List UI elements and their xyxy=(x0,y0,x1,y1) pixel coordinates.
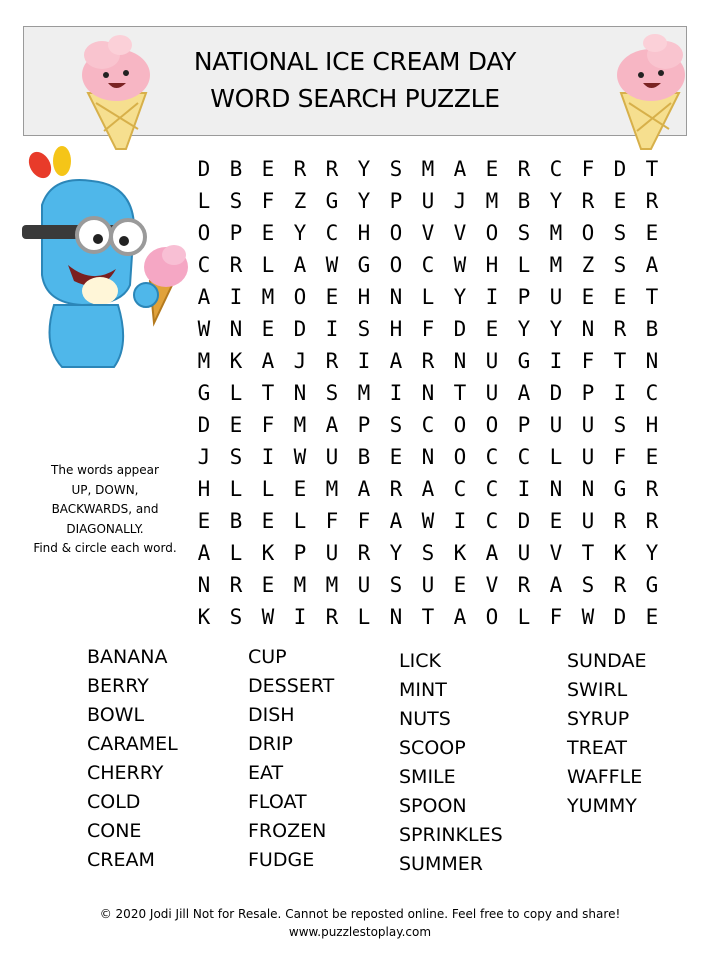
grid-letter[interactable]: B xyxy=(645,317,659,341)
word-list-item: CREAM xyxy=(87,849,155,871)
grid-letter[interactable]: M xyxy=(197,349,211,373)
grid-row xyxy=(188,217,668,249)
grid-letter[interactable]: V xyxy=(485,573,499,597)
grid-row xyxy=(188,185,668,217)
grid-letter[interactable]: S xyxy=(229,189,243,213)
word-list-column xyxy=(248,643,334,875)
word-list-item: EAT xyxy=(248,762,284,784)
grid-letter[interactable]: W xyxy=(261,605,275,629)
grid-letter[interactable]: W xyxy=(421,509,435,533)
word-list-item: FROZEN xyxy=(248,820,327,842)
word-list-item: DRIP xyxy=(248,733,293,755)
grid-letter[interactable]: U xyxy=(485,349,499,373)
word-list-item: LICK xyxy=(399,650,441,672)
grid-letter[interactable]: I xyxy=(613,381,627,405)
grid-letter[interactable]: U xyxy=(325,541,339,565)
grid-letter[interactable]: K xyxy=(197,605,211,629)
word-list-column xyxy=(399,647,503,879)
grid-letter[interactable]: U xyxy=(325,445,339,469)
grid-letter[interactable]: J xyxy=(453,189,467,213)
word-list-item: DISH xyxy=(248,704,295,726)
grid-letter[interactable]: O xyxy=(485,413,499,437)
grid-letter[interactable]: D xyxy=(613,605,627,629)
grid-letter[interactable]: P xyxy=(293,541,307,565)
word-list-item: YUMMY xyxy=(567,795,637,817)
grid-letter[interactable]: A xyxy=(645,253,659,277)
grid-row xyxy=(188,313,668,345)
grid-letter[interactable]: I xyxy=(517,477,531,501)
grid-letter[interactable]: E xyxy=(645,221,659,245)
grid-letter[interactable]: E xyxy=(613,189,627,213)
grid-letter[interactable]: F xyxy=(581,349,595,373)
word-list-item: NUTS xyxy=(399,708,451,730)
grid-letter[interactable]: S xyxy=(389,157,403,181)
grid-letter[interactable]: A xyxy=(389,509,403,533)
grid-letter[interactable]: L xyxy=(261,253,275,277)
grid-letter[interactable]: C xyxy=(421,253,435,277)
grid-letter[interactable]: H xyxy=(485,253,499,277)
grid-letter[interactable]: E xyxy=(645,605,659,629)
letter-grid xyxy=(188,153,668,633)
grid-letter[interactable]: F xyxy=(581,157,595,181)
grid-letter[interactable]: Y xyxy=(357,189,371,213)
grid-letter[interactable]: R xyxy=(581,189,595,213)
grid-letter[interactable]: T xyxy=(453,381,467,405)
grid-letter[interactable]: S xyxy=(389,573,403,597)
grid-letter[interactable]: R xyxy=(613,317,627,341)
grid-letter[interactable]: L xyxy=(549,445,563,469)
grid-letter[interactable]: P xyxy=(517,413,531,437)
grid-letter[interactable]: A xyxy=(485,541,499,565)
grid-letter[interactable]: U xyxy=(421,573,435,597)
grid-letter[interactable]: S xyxy=(325,381,339,405)
grid-letter[interactable]: K xyxy=(453,541,467,565)
robot-mascot-icon xyxy=(22,145,192,375)
grid-letter[interactable]: A xyxy=(453,605,467,629)
ice-cream-cone-icon xyxy=(599,31,709,151)
grid-row xyxy=(188,537,668,569)
grid-letter[interactable]: E xyxy=(293,477,307,501)
grid-letter[interactable]: G xyxy=(357,253,371,277)
grid-letter[interactable]: L xyxy=(517,253,531,277)
grid-letter[interactable]: Y xyxy=(549,317,563,341)
grid-letter[interactable]: A xyxy=(197,541,211,565)
grid-letter[interactable]: K xyxy=(229,349,243,373)
grid-letter[interactable]: M xyxy=(421,157,435,181)
grid-letter[interactable]: T xyxy=(613,349,627,373)
grid-letter[interactable]: N xyxy=(389,605,403,629)
grid-letter[interactable]: O xyxy=(197,221,211,245)
grid-letter[interactable]: S xyxy=(581,573,595,597)
grid-letter[interactable]: A xyxy=(389,349,403,373)
grid-letter[interactable]: O xyxy=(389,221,403,245)
grid-letter[interactable]: F xyxy=(261,413,275,437)
grid-letter[interactable]: L xyxy=(229,541,243,565)
grid-letter[interactable]: N xyxy=(229,317,243,341)
grid-letter[interactable]: O xyxy=(453,445,467,469)
grid-row xyxy=(188,377,668,409)
grid-letter[interactable]: P xyxy=(357,413,371,437)
grid-letter[interactable]: F xyxy=(613,445,627,469)
grid-letter[interactable]: M xyxy=(261,285,275,309)
grid-letter[interactable]: M xyxy=(485,189,499,213)
grid-letter[interactable]: O xyxy=(581,221,595,245)
instructions-line: BACKWARDS, and xyxy=(51,502,159,516)
grid-letter[interactable]: C xyxy=(517,445,531,469)
grid-letter[interactable]: T xyxy=(581,541,595,565)
grid-row xyxy=(188,409,668,441)
grid-letter[interactable]: G xyxy=(325,189,339,213)
grid-letter[interactable]: U xyxy=(581,413,595,437)
grid-letter[interactable]: E xyxy=(325,285,339,309)
word-list-item: SCOOP xyxy=(399,737,466,759)
grid-letter[interactable]: D xyxy=(613,157,627,181)
grid-letter[interactable]: O xyxy=(389,253,403,277)
grid-letter[interactable]: R xyxy=(357,541,371,565)
word-list-item: SPRINKLES xyxy=(399,824,503,846)
word-list-item: CARAMEL xyxy=(87,733,178,755)
grid-letter[interactable]: F xyxy=(549,605,563,629)
grid-row xyxy=(188,441,668,473)
word-list-item: SWIRL xyxy=(567,679,628,701)
grid-row xyxy=(188,153,668,185)
grid-letter[interactable]: M xyxy=(549,221,563,245)
grid-letter[interactable]: Y xyxy=(389,541,403,565)
grid-letter[interactable]: W xyxy=(453,253,467,277)
grid-letter[interactable]: B xyxy=(229,157,243,181)
word-list-item: SMILE xyxy=(399,766,456,788)
grid-letter[interactable]: E xyxy=(581,285,595,309)
word-list-item: BOWL xyxy=(87,704,145,726)
grid-letter[interactable]: W xyxy=(293,445,307,469)
grid-letter[interactable]: N xyxy=(293,381,307,405)
grid-letter[interactable]: C xyxy=(421,413,435,437)
grid-letter[interactable]: I xyxy=(293,605,307,629)
grid-letter[interactable]: D xyxy=(453,317,467,341)
grid-letter[interactable]: Z xyxy=(581,253,595,277)
grid-letter[interactable]: Z xyxy=(293,189,307,213)
grid-letter[interactable]: A xyxy=(293,253,307,277)
grid-letter[interactable]: H xyxy=(389,317,403,341)
grid-letter[interactable]: Y xyxy=(645,541,659,565)
grid-letter[interactable]: R xyxy=(613,573,627,597)
word-list-item: SUNDAE xyxy=(567,650,647,672)
grid-letter[interactable]: I xyxy=(485,285,499,309)
word-list-column xyxy=(567,647,646,821)
grid-letter[interactable]: S xyxy=(517,221,531,245)
grid-letter[interactable]: L xyxy=(517,605,531,629)
grid-letter[interactable]: R xyxy=(645,509,659,533)
grid-letter[interactable]: Y xyxy=(517,317,531,341)
word-list-item: SYRUP xyxy=(567,708,630,730)
grid-letter[interactable]: J xyxy=(197,445,211,469)
word-list-column xyxy=(87,643,178,875)
title-banner xyxy=(23,26,687,136)
instructions-line: Find & circle each word. xyxy=(33,541,177,555)
grid-letter[interactable]: L xyxy=(261,477,275,501)
grid-letter[interactable]: E xyxy=(261,509,275,533)
grid-letter[interactable]: U xyxy=(549,413,563,437)
grid-letter[interactable]: C xyxy=(453,477,467,501)
grid-letter[interactable]: M xyxy=(357,381,371,405)
word-list-item: FUDGE xyxy=(248,849,315,871)
grid-letter[interactable]: W xyxy=(581,605,595,629)
grid-letter[interactable]: D xyxy=(197,157,211,181)
grid-letter[interactable]: A xyxy=(197,285,211,309)
grid-letter[interactable]: G xyxy=(645,573,659,597)
grid-letter[interactable]: A xyxy=(325,413,339,437)
grid-letter[interactable]: N xyxy=(421,381,435,405)
grid-letter[interactable]: R xyxy=(613,509,627,533)
grid-letter[interactable]: M xyxy=(293,413,307,437)
grid-letter[interactable]: L xyxy=(197,189,211,213)
word-list-item: DESSERT xyxy=(248,675,335,697)
grid-letter[interactable]: S xyxy=(357,317,371,341)
grid-letter[interactable]: W xyxy=(325,253,339,277)
grid-letter[interactable]: N xyxy=(581,317,595,341)
grid-letter[interactable]: I xyxy=(389,381,403,405)
grid-letter[interactable]: I xyxy=(357,349,371,373)
word-list-item: WAFFLE xyxy=(567,766,643,788)
grid-letter[interactable]: L xyxy=(229,477,243,501)
instructions-line: DIAGONALLY. xyxy=(66,521,144,536)
grid-letter[interactable]: O xyxy=(485,605,499,629)
grid-letter[interactable]: F xyxy=(421,317,435,341)
grid-letter[interactable]: J xyxy=(293,349,307,373)
grid-letter[interactable]: V xyxy=(421,221,435,245)
word-list-item: CHERRY xyxy=(87,762,164,784)
grid-letter[interactable]: I xyxy=(261,445,275,469)
grid-letter[interactable]: R xyxy=(325,349,339,373)
page-title-line-2: WORD SEARCH PUZZLE xyxy=(210,84,500,113)
grid-letter[interactable]: T xyxy=(645,285,659,309)
grid-letter[interactable]: S xyxy=(229,445,243,469)
grid-letter[interactable]: U xyxy=(421,189,435,213)
grid-letter[interactable]: N xyxy=(389,285,403,309)
grid-letter[interactable]: I xyxy=(453,509,467,533)
grid-letter[interactable]: G xyxy=(613,477,627,501)
grid-letter[interactable]: H xyxy=(357,221,371,245)
grid-letter[interactable]: A xyxy=(453,157,467,181)
website-link[interactable]: www.puzzlestoplay.com xyxy=(288,925,432,939)
grid-letter[interactable]: L xyxy=(293,509,307,533)
grid-letter[interactable]: D xyxy=(549,381,563,405)
grid-letter[interactable]: V xyxy=(453,221,467,245)
grid-letter[interactable]: R xyxy=(517,157,531,181)
grid-letter[interactable]: N xyxy=(453,349,467,373)
grid-letter[interactable]: S xyxy=(421,541,435,565)
copyright-notice: © 2020 Jodi Jill Not for Resale. Cannot be reposted online. Feel free to copy and share! xyxy=(99,907,621,921)
grid-letter[interactable]: R xyxy=(645,477,659,501)
grid-letter[interactable]: N xyxy=(421,445,435,469)
grid-letter[interactable]: A xyxy=(517,381,531,405)
grid-row xyxy=(188,345,668,377)
grid-letter[interactable]: V xyxy=(549,541,563,565)
grid-letter[interactable]: F xyxy=(325,509,339,533)
grid-letter[interactable]: U xyxy=(581,509,595,533)
grid-letter[interactable]: R xyxy=(293,157,307,181)
grid-letter[interactable]: M xyxy=(325,477,339,501)
grid-letter[interactable]: C xyxy=(645,381,659,405)
grid-letter[interactable]: G xyxy=(517,349,531,373)
grid-letter[interactable]: F xyxy=(261,189,275,213)
grid-letter[interactable]: M xyxy=(293,573,307,597)
instructions-line: The words appear xyxy=(51,463,159,477)
grid-letter[interactable]: E xyxy=(453,573,467,597)
grid-letter[interactable]: I xyxy=(229,285,243,309)
grid-letter[interactable]: E xyxy=(261,221,275,245)
grid-row xyxy=(188,281,668,313)
grid-letter[interactable]: I xyxy=(549,349,563,373)
grid-letter[interactable]: U xyxy=(549,285,563,309)
instructions-line: UP, DOWN, xyxy=(71,482,139,497)
grid-row xyxy=(188,473,668,505)
grid-letter[interactable]: E xyxy=(197,509,211,533)
grid-letter[interactable]: C xyxy=(485,445,499,469)
grid-letter[interactable]: T xyxy=(421,605,435,629)
grid-row xyxy=(188,569,668,601)
grid-letter[interactable]: C xyxy=(325,221,339,245)
grid-letter[interactable]: N xyxy=(197,573,211,597)
grid-letter[interactable]: L xyxy=(357,605,371,629)
grid-letter[interactable]: P xyxy=(517,285,531,309)
word-list-item: MINT xyxy=(399,679,447,701)
grid-letter[interactable]: C xyxy=(485,477,499,501)
grid-row xyxy=(188,601,668,633)
grid-letter[interactable]: A xyxy=(357,477,371,501)
grid-letter[interactable]: E xyxy=(485,157,499,181)
grid-row xyxy=(188,505,668,537)
grid-letter[interactable]: H xyxy=(645,413,659,437)
grid-letter[interactable]: S xyxy=(613,413,627,437)
grid-row xyxy=(188,249,668,281)
grid-letter[interactable]: T xyxy=(261,381,275,405)
grid-letter[interactable]: A xyxy=(549,573,563,597)
grid-letter[interactable]: P xyxy=(229,221,243,245)
grid-letter[interactable]: Y xyxy=(293,221,307,245)
grid-letter[interactable]: H xyxy=(197,477,211,501)
word-list-item: CONE xyxy=(87,820,142,842)
grid-letter[interactable]: N xyxy=(645,349,659,373)
page-title-line-1: NATIONAL ICE CREAM DAY xyxy=(193,47,517,76)
word-list-item: SPOON xyxy=(399,795,467,817)
grid-letter[interactable]: E xyxy=(645,445,659,469)
grid-letter[interactable]: D xyxy=(517,509,531,533)
grid-letter[interactable]: A xyxy=(421,477,435,501)
grid-letter[interactable]: K xyxy=(261,541,275,565)
grid-letter[interactable]: E xyxy=(549,509,563,533)
grid-letter[interactable]: K xyxy=(613,541,627,565)
word-list-item: SUMMER xyxy=(399,853,483,875)
grid-letter[interactable]: M xyxy=(325,573,339,597)
grid-letter[interactable]: Y xyxy=(453,285,467,309)
grid-letter[interactable]: P xyxy=(581,381,595,405)
word-list-item: BERRY xyxy=(87,675,149,697)
grid-letter[interactable]: F xyxy=(357,509,371,533)
grid-letter[interactable]: E xyxy=(261,573,275,597)
grid-letter[interactable]: O xyxy=(453,413,467,437)
grid-letter[interactable]: R xyxy=(229,253,243,277)
word-list-item: CUP xyxy=(248,646,287,668)
grid-letter[interactable]: E xyxy=(613,285,627,309)
grid-letter[interactable]: S xyxy=(613,221,627,245)
grid-letter[interactable]: R xyxy=(325,157,339,181)
grid-letter[interactable]: U xyxy=(517,541,531,565)
grid-letter[interactable]: W xyxy=(197,317,211,341)
grid-letter[interactable]: C xyxy=(549,157,563,181)
word-list-item: FLOAT xyxy=(248,791,307,813)
grid-letter[interactable]: G xyxy=(197,381,211,405)
grid-letter[interactable]: E xyxy=(261,157,275,181)
grid-letter[interactable]: U xyxy=(581,445,595,469)
grid-letter[interactable]: S xyxy=(229,605,243,629)
grid-letter[interactable]: B xyxy=(229,509,243,533)
grid-letter[interactable]: D xyxy=(197,413,211,437)
grid-letter[interactable]: L xyxy=(421,285,435,309)
grid-letter[interactable]: M xyxy=(549,253,563,277)
grid-letter[interactable]: C xyxy=(485,509,499,533)
grid-letter[interactable]: R xyxy=(421,349,435,373)
grid-letter[interactable]: E xyxy=(229,413,243,437)
grid-letter[interactable]: B xyxy=(357,445,371,469)
word-list-item: COLD xyxy=(87,791,141,813)
grid-letter[interactable]: C xyxy=(197,253,211,277)
grid-letter[interactable]: R xyxy=(389,477,403,501)
grid-letter[interactable]: S xyxy=(389,413,403,437)
grid-letter[interactable]: B xyxy=(517,189,531,213)
grid-letter[interactable]: O xyxy=(293,285,307,309)
grid-letter[interactable]: N xyxy=(581,477,595,501)
grid-letter[interactable]: O xyxy=(485,221,499,245)
grid-letter[interactable]: L xyxy=(229,381,243,405)
grid-letter[interactable]: R xyxy=(325,605,339,629)
grid-letter[interactable]: E xyxy=(485,317,499,341)
grid-letter[interactable]: T xyxy=(645,157,659,181)
grid-letter[interactable]: E xyxy=(261,317,275,341)
grid-letter[interactable]: U xyxy=(357,573,371,597)
grid-letter[interactable]: E xyxy=(389,445,403,469)
grid-letter[interactable]: D xyxy=(293,317,307,341)
word-list-item: TREAT xyxy=(567,737,627,759)
grid-letter[interactable]: S xyxy=(613,253,627,277)
grid-letter[interactable]: A xyxy=(261,349,275,373)
grid-letter[interactable]: Y xyxy=(549,189,563,213)
word-list-item: BANANA xyxy=(87,646,168,668)
grid-letter[interactable]: U xyxy=(485,381,499,405)
grid-letter[interactable]: N xyxy=(549,477,563,501)
grid-letter[interactable]: H xyxy=(357,285,371,309)
grid-letter[interactable]: R xyxy=(229,573,243,597)
grid-letter[interactable]: P xyxy=(389,189,403,213)
grid-letter[interactable]: I xyxy=(325,317,339,341)
instructions-text xyxy=(22,461,188,559)
grid-letter[interactable]: R xyxy=(645,189,659,213)
grid-letter[interactable]: R xyxy=(517,573,531,597)
grid-letter[interactable]: Y xyxy=(357,157,371,181)
